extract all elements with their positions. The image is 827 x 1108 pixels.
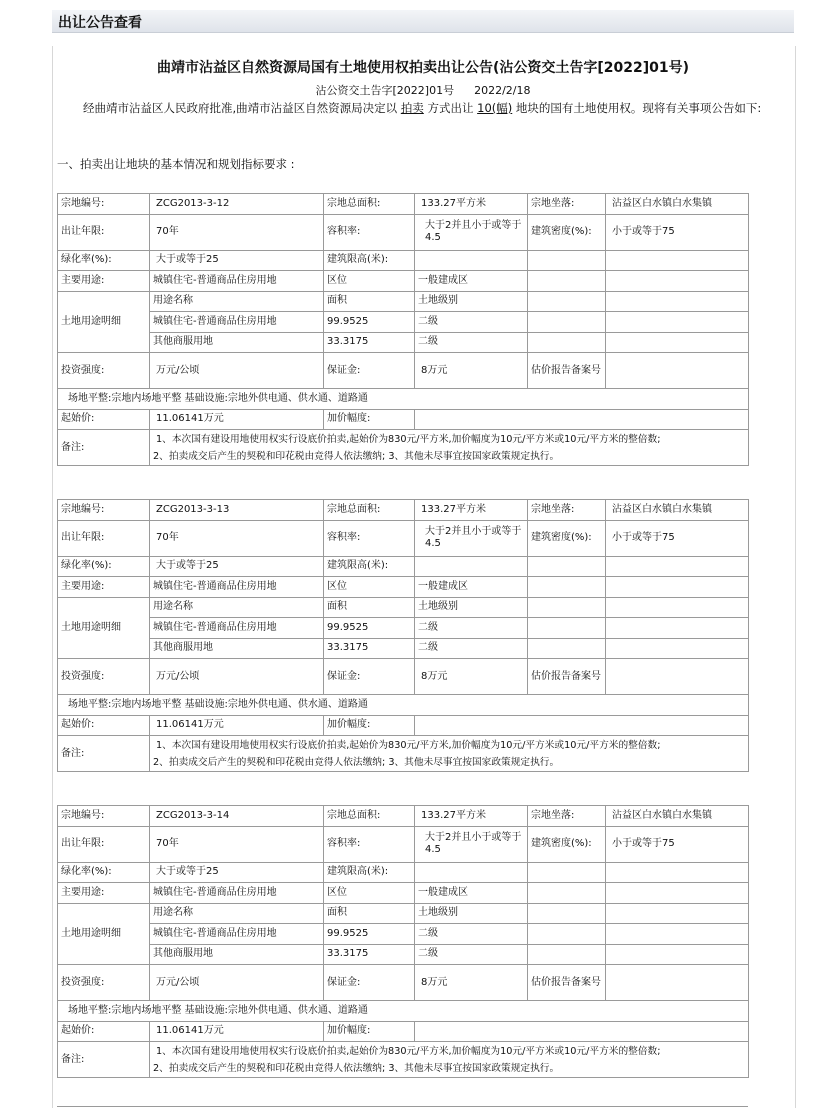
- zone: 一般建成区: [415, 883, 528, 904]
- empty-cell: [528, 556, 606, 577]
- label-term: 出让年限:: [58, 826, 150, 862]
- investment-intensity: 万元/公顷: [150, 353, 324, 389]
- main-use: 城镇住宅-普通商品住房用地: [150, 883, 324, 904]
- floor-area-ratio: 大于2并且小于或等于4.5: [415, 826, 528, 862]
- total-area: 133.27平方米: [415, 806, 528, 827]
- label-main-use: 主要用途:: [58, 577, 150, 598]
- main-use: 城镇住宅-普通商品住房用地: [150, 577, 324, 598]
- intro-text-b: 方式出让: [427, 101, 474, 115]
- investment-intensity: 万元/公顷: [150, 965, 324, 1001]
- deposit: 8万元: [415, 353, 528, 389]
- deposit: 8万元: [415, 965, 528, 1001]
- empty-cell: [606, 556, 749, 577]
- label-total-area: 宗地总面积:: [324, 806, 415, 827]
- use-name: 其他商服用地: [150, 638, 324, 659]
- plot-table: [57, 499, 749, 772]
- empty-cell: [606, 291, 749, 312]
- plot-no: ZCG2013-3-14: [150, 806, 324, 827]
- use-grade: 二级: [415, 332, 528, 353]
- label-density: 建筑密度(%):: [528, 520, 606, 556]
- label-plot-no: 宗地编号:: [58, 500, 150, 521]
- total-area: 133.27平方米: [415, 500, 528, 521]
- label-use-detail: 土地用途明细: [58, 903, 150, 965]
- appraisal-no: [606, 659, 749, 695]
- use-area: 33.3175: [324, 638, 415, 659]
- use-grade: 二级: [415, 924, 528, 945]
- increment: [415, 1021, 749, 1042]
- zone: 一般建成区: [415, 577, 528, 598]
- intro-text-a: 经曲靖市沾益区人民政府批准,曲靖市沾益区自然资源局决定以: [83, 101, 398, 115]
- empty-cell: [606, 618, 749, 639]
- term: 70年: [150, 826, 324, 862]
- increment: [415, 409, 749, 430]
- area-header: 面积: [324, 291, 415, 312]
- empty-cell: [528, 862, 606, 883]
- empty-cell: [528, 924, 606, 945]
- label-location: 宗地坐落:: [528, 500, 606, 521]
- remarks-line-2: 2、拍卖成交后产生的契税和印花税由竞得人依法缴纳; 3、其他未尽事宜按国家政策规定执行。: [153, 1062, 560, 1074]
- remarks: [150, 1042, 749, 1078]
- empty-cell: [606, 332, 749, 353]
- doc-number: 沾公资交土告字[2022]01号: [315, 84, 455, 97]
- page-header-title: 出让公告查看: [58, 15, 142, 31]
- label-height: 建筑限高(米):: [324, 862, 415, 883]
- use-area: 99.9525: [324, 924, 415, 945]
- empty-cell: [606, 312, 749, 333]
- section-heading: 一、拍卖出让地块的基本情况和规划指标要求 :: [57, 157, 295, 171]
- use-name-header: 用途名称: [150, 291, 324, 312]
- label-deposit: 保证金:: [324, 965, 415, 1001]
- use-grade: 二级: [415, 944, 528, 965]
- intro-text-c: 地块的国有土地使用权。现将有关事项公告如下:: [515, 101, 762, 115]
- label-deposit: 保证金:: [324, 659, 415, 695]
- plot-table: [57, 193, 749, 466]
- empty-cell: [528, 597, 606, 618]
- location: 沾益区白水镇白水集镇: [606, 194, 749, 215]
- label-density: 建筑密度(%):: [528, 214, 606, 250]
- area-header: 面积: [324, 903, 415, 924]
- label-increment: 加价幅度:: [324, 715, 415, 736]
- transfer-method: 拍卖: [400, 101, 424, 115]
- height-limit: [415, 556, 528, 577]
- label-green: 绿化率(%):: [58, 250, 150, 271]
- empty-cell: [606, 250, 749, 271]
- remarks: [150, 736, 749, 772]
- empty-cell: [606, 883, 749, 904]
- empty-cell: [528, 638, 606, 659]
- empty-cell: [606, 862, 749, 883]
- label-term: 出让年限:: [58, 214, 150, 250]
- empty-cell: [606, 638, 749, 659]
- green-rate: 大于或等于25: [150, 556, 324, 577]
- use-area: 99.9525: [324, 618, 415, 639]
- remarks-line-2: 2、拍卖成交后产生的契税和印花税由竞得人依法缴纳; 3、其他未尽事宜按国家政策规定执行。: [153, 450, 560, 462]
- height-limit: [415, 250, 528, 271]
- start-price: 11.06141万元: [150, 1021, 324, 1042]
- total-area: 133.27平方米: [415, 194, 528, 215]
- use-name-header: 用途名称: [150, 597, 324, 618]
- empty-cell: [528, 332, 606, 353]
- label-investment: 投资强度:: [58, 965, 150, 1001]
- label-density: 建筑密度(%):: [528, 826, 606, 862]
- remarks-line-1: 1、本次国有建设用地使用权实行设底价拍卖,起始价为830元/平方米,加价幅度为10元/平方米或10元/平方米的整倍数;: [156, 433, 661, 445]
- site-condition: 场地平整:宗地内场地平整 基础设施:宗地外供电通、供水通、道路通: [58, 695, 749, 716]
- empty-cell: [528, 312, 606, 333]
- label-far: 容积率:: [324, 214, 415, 250]
- use-area: 33.3175: [324, 944, 415, 965]
- label-total-area: 宗地总面积:: [324, 194, 415, 215]
- label-term: 出让年限:: [58, 520, 150, 556]
- start-price: 11.06141万元: [150, 715, 324, 736]
- deposit: 8万元: [415, 659, 528, 695]
- use-grade: 二级: [415, 312, 528, 333]
- building-density: 小于或等于75: [606, 214, 749, 250]
- plot-count: 10(幅): [477, 101, 513, 115]
- label-main-use: 主要用途:: [58, 271, 150, 292]
- empty-cell: [606, 903, 749, 924]
- location: 沾益区白水镇白水集镇: [606, 806, 749, 827]
- plot-no: ZCG2013-3-12: [150, 194, 324, 215]
- label-total-area: 宗地总面积:: [324, 500, 415, 521]
- site-condition: 场地平整:宗地内场地平整 基础设施:宗地外供电通、供水通、道路通: [58, 389, 749, 410]
- term: 70年: [150, 520, 324, 556]
- label-green: 绿化率(%):: [58, 862, 150, 883]
- empty-cell: [606, 924, 749, 945]
- empty-cell: [528, 944, 606, 965]
- label-location: 宗地坐落:: [528, 194, 606, 215]
- start-price: 11.06141万元: [150, 409, 324, 430]
- label-remarks: 备注:: [58, 430, 150, 466]
- empty-cell: [528, 271, 606, 292]
- green-rate: 大于或等于25: [150, 250, 324, 271]
- zone: 一般建成区: [415, 271, 528, 292]
- green-rate: 大于或等于25: [150, 862, 324, 883]
- bottom-divider: [57, 1106, 748, 1107]
- label-far: 容积率:: [324, 826, 415, 862]
- label-investment: 投资强度:: [58, 353, 150, 389]
- label-zone: 区位: [324, 883, 415, 904]
- use-grade: 二级: [415, 618, 528, 639]
- remarks-line-1: 1、本次国有建设用地使用权实行设底价拍卖,起始价为830元/平方米,加价幅度为10元/平方米或10元/平方米的整倍数;: [156, 739, 661, 751]
- appraisal-no: [606, 965, 749, 1001]
- grade-header: 土地级别: [415, 903, 528, 924]
- label-plot-no: 宗地编号:: [58, 806, 150, 827]
- label-plot-no: 宗地编号:: [58, 194, 150, 215]
- label-increment: 加价幅度:: [324, 1021, 415, 1042]
- label-height: 建筑限高(米):: [324, 250, 415, 271]
- use-name: 城镇住宅-普通商品住房用地: [150, 618, 324, 639]
- label-main-use: 主要用途:: [58, 883, 150, 904]
- use-area: 99.9525: [324, 312, 415, 333]
- remarks-line-1: 1、本次国有建设用地使用权实行设底价拍卖,起始价为830元/平方米,加价幅度为10元/平方米或10元/平方米的整倍数;: [156, 1045, 661, 1057]
- intro-paragraph: [57, 99, 790, 118]
- label-green: 绿化率(%):: [58, 556, 150, 577]
- label-remarks: 备注:: [58, 1042, 150, 1078]
- use-area: 33.3175: [324, 332, 415, 353]
- building-density: 小于或等于75: [606, 826, 749, 862]
- grade-header: 土地级别: [415, 291, 528, 312]
- use-name: 其他商服用地: [150, 944, 324, 965]
- announcement-title: 曲靖市沾益区自然资源局国有土地使用权拍卖出让公告(沾公资交土告字[2022]01号): [156, 60, 690, 76]
- empty-cell: [528, 618, 606, 639]
- label-start-price: 起始价:: [58, 715, 150, 736]
- label-increment: 加价幅度:: [324, 409, 415, 430]
- increment: [415, 715, 749, 736]
- empty-cell: [528, 883, 606, 904]
- empty-cell: [606, 577, 749, 598]
- use-name: 其他商服用地: [150, 332, 324, 353]
- height-limit: [415, 862, 528, 883]
- label-zone: 区位: [324, 577, 415, 598]
- label-far: 容积率:: [324, 520, 415, 556]
- empty-cell: [528, 577, 606, 598]
- appraisal-no: [606, 353, 749, 389]
- label-zone: 区位: [324, 271, 415, 292]
- label-appraisal: 估价报告备案号: [528, 965, 606, 1001]
- label-appraisal: 估价报告备案号: [528, 659, 606, 695]
- floor-area-ratio: 大于2并且小于或等于4.5: [415, 520, 528, 556]
- plot-no: ZCG2013-3-13: [150, 500, 324, 521]
- use-grade: 二级: [415, 638, 528, 659]
- empty-cell: [528, 291, 606, 312]
- page-header-bar: [52, 10, 794, 33]
- remarks-line-2: 2、拍卖成交后产生的契税和印花税由竞得人依法缴纳; 3、其他未尽事宜按国家政策规定执行。: [153, 756, 560, 768]
- area-header: 面积: [324, 597, 415, 618]
- label-use-detail: 土地用途明细: [58, 291, 150, 353]
- use-name: 城镇住宅-普通商品住房用地: [150, 312, 324, 333]
- building-density: 小于或等于75: [606, 520, 749, 556]
- label-start-price: 起始价:: [58, 1021, 150, 1042]
- empty-cell: [528, 250, 606, 271]
- label-location: 宗地坐落:: [528, 806, 606, 827]
- label-use-detail: 土地用途明细: [58, 597, 150, 659]
- empty-cell: [606, 597, 749, 618]
- term: 70年: [150, 214, 324, 250]
- label-investment: 投资强度:: [58, 659, 150, 695]
- location: 沾益区白水镇白水集镇: [606, 500, 749, 521]
- announcement-date: 2022/2/18: [474, 84, 531, 97]
- grade-header: 土地级别: [415, 597, 528, 618]
- label-deposit: 保证金:: [324, 353, 415, 389]
- remarks: [150, 430, 749, 466]
- label-remarks: 备注:: [58, 736, 150, 772]
- empty-cell: [606, 271, 749, 292]
- label-height: 建筑限高(米):: [324, 556, 415, 577]
- label-appraisal: 估价报告备案号: [528, 353, 606, 389]
- floor-area-ratio: 大于2并且小于或等于4.5: [415, 214, 528, 250]
- empty-cell: [528, 903, 606, 924]
- announcement-meta: [52, 82, 794, 98]
- empty-cell: [606, 944, 749, 965]
- use-name: 城镇住宅-普通商品住房用地: [150, 924, 324, 945]
- use-name-header: 用途名称: [150, 903, 324, 924]
- site-condition: 场地平整:宗地内场地平整 基础设施:宗地外供电通、供水通、道路通: [58, 1001, 749, 1022]
- plot-table: [57, 805, 749, 1078]
- label-start-price: 起始价:: [58, 409, 150, 430]
- main-use: 城镇住宅-普通商品住房用地: [150, 271, 324, 292]
- investment-intensity: 万元/公顷: [150, 659, 324, 695]
